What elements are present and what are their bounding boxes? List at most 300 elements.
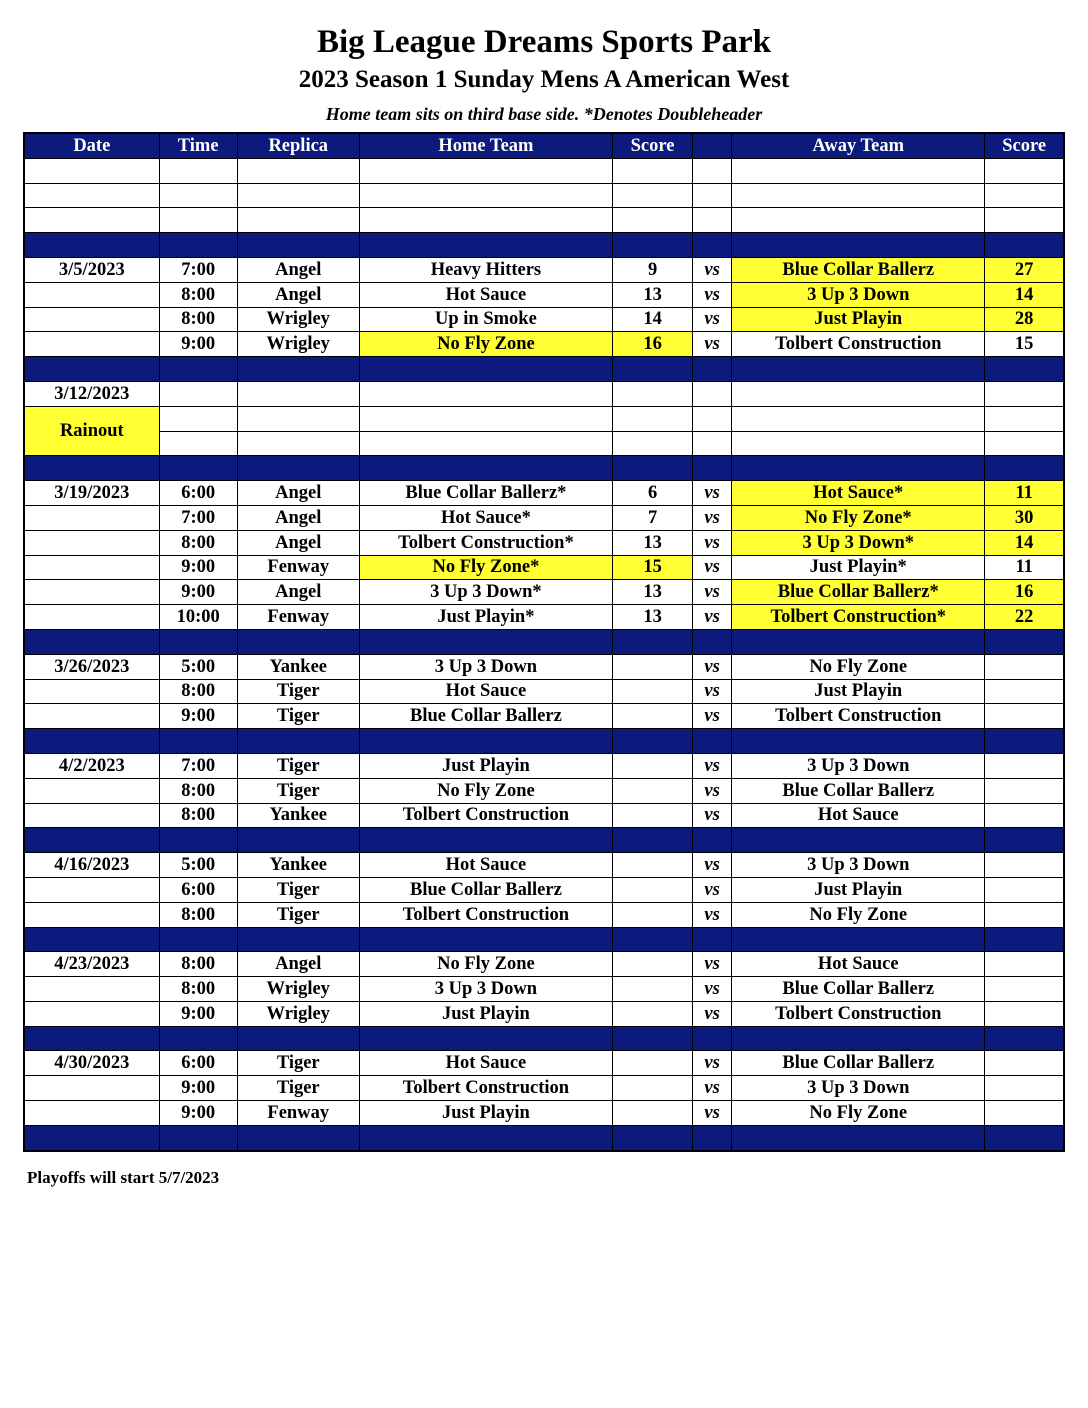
table-row <box>24 505 1064 530</box>
time-cell <box>159 406 237 431</box>
away-team-cell: Tolbert Construction <box>732 1001 985 1026</box>
col-header-away-score: Score <box>985 133 1064 158</box>
away-score-cell <box>985 1051 1064 1076</box>
time-cell <box>159 158 237 183</box>
separator-band <box>24 1125 1064 1150</box>
table-row <box>24 257 1064 282</box>
date-cell <box>24 778 159 803</box>
vs-cell <box>693 158 732 183</box>
away-team-cell <box>732 406 985 431</box>
time-cell <box>159 357 237 382</box>
date-cell <box>24 1076 159 1101</box>
home-team-cell: Up in Smoke <box>359 307 612 332</box>
home-score-cell <box>613 927 693 952</box>
home-score-cell <box>613 357 693 382</box>
separator-band <box>24 729 1064 754</box>
vs-cell: vs <box>693 332 732 357</box>
away-score-cell: 11 <box>985 555 1064 580</box>
home-team-cell: Heavy Hitters <box>359 257 612 282</box>
vs-cell <box>693 233 732 258</box>
away-team-cell: Tolbert Construction* <box>732 605 985 630</box>
home-score-cell <box>613 729 693 754</box>
away-team-cell <box>732 381 985 406</box>
time-cell: 9:00 <box>159 580 237 605</box>
away-score-cell <box>985 977 1064 1002</box>
away-score-cell: 30 <box>985 505 1064 530</box>
table-row <box>24 1076 1064 1101</box>
home-team-cell: Just Playin* <box>359 605 612 630</box>
home-score-cell <box>613 1026 693 1051</box>
vs-cell: vs <box>693 654 732 679</box>
time-cell: 8:00 <box>159 679 237 704</box>
date-cell <box>24 902 159 927</box>
separator-band <box>24 233 1064 258</box>
vs-cell: vs <box>693 952 732 977</box>
home-score-cell <box>613 381 693 406</box>
away-team-cell <box>732 629 985 654</box>
vs-cell: vs <box>693 803 732 828</box>
replica-cell: Tiger <box>237 704 359 729</box>
table-row <box>24 481 1064 506</box>
home-score-cell: 6 <box>613 481 693 506</box>
away-score-cell <box>985 952 1064 977</box>
away-score-cell <box>985 927 1064 952</box>
home-team-cell: Hot Sauce <box>359 282 612 307</box>
away-team-cell <box>732 456 985 481</box>
time-cell: 6:00 <box>159 1051 237 1076</box>
away-team-cell <box>732 828 985 853</box>
replica-cell: Angel <box>237 505 359 530</box>
time-cell: 9:00 <box>159 704 237 729</box>
away-team-cell: Hot Sauce <box>732 803 985 828</box>
home-score-cell <box>613 1125 693 1150</box>
home-team-cell: Hot Sauce <box>359 853 612 878</box>
home-score-cell <box>613 1076 693 1101</box>
time-cell: 10:00 <box>159 605 237 630</box>
time-cell: 5:00 <box>159 853 237 878</box>
away-team-cell: 3 Up 3 Down <box>732 753 985 778</box>
away-score-cell <box>985 456 1064 481</box>
away-score-cell: 11 <box>985 481 1064 506</box>
date-cell <box>24 1026 159 1051</box>
away-score-cell <box>985 803 1064 828</box>
away-score-cell <box>985 158 1064 183</box>
vs-cell: vs <box>693 605 732 630</box>
date-cell <box>24 605 159 630</box>
replica-cell <box>237 208 359 233</box>
home-score-cell: 13 <box>613 580 693 605</box>
away-team-cell: Tolbert Construction <box>732 704 985 729</box>
time-cell: 8:00 <box>159 803 237 828</box>
replica-cell <box>237 158 359 183</box>
date-cell <box>24 357 159 382</box>
home-team-cell <box>359 208 612 233</box>
replica-cell: Angel <box>237 481 359 506</box>
home-team-cell <box>359 1125 612 1150</box>
time-cell <box>159 208 237 233</box>
home-score-cell <box>613 753 693 778</box>
home-score-cell <box>613 183 693 208</box>
date-cell <box>24 803 159 828</box>
vs-cell: vs <box>693 530 732 555</box>
replica-cell <box>237 431 359 456</box>
away-score-cell <box>985 183 1064 208</box>
table-row <box>24 952 1064 977</box>
date-cell <box>24 282 159 307</box>
away-score-cell <box>985 381 1064 406</box>
date-cell: 3/5/2023 <box>24 257 159 282</box>
home-score-cell <box>613 406 693 431</box>
header-row <box>24 133 1064 158</box>
rainout-label: Rainout <box>24 406 159 456</box>
away-score-cell <box>985 1101 1064 1126</box>
time-cell <box>159 456 237 481</box>
home-score-cell <box>613 1001 693 1026</box>
vs-cell: vs <box>693 555 732 580</box>
away-team-cell: Blue Collar Ballerz <box>732 257 985 282</box>
date-cell: 4/2/2023 <box>24 753 159 778</box>
home-team-cell <box>359 406 612 431</box>
date-cell <box>24 307 159 332</box>
home-score-cell <box>613 952 693 977</box>
home-team-cell <box>359 828 612 853</box>
replica-cell: Tiger <box>237 1051 359 1076</box>
replica-cell <box>237 1125 359 1150</box>
col-header-home-score: Score <box>613 133 693 158</box>
home-score-cell <box>613 877 693 902</box>
time-cell <box>159 1026 237 1051</box>
home-score-cell <box>613 679 693 704</box>
blank-row <box>24 208 1064 233</box>
away-team-cell <box>732 183 985 208</box>
home-team-cell: Just Playin <box>359 1001 612 1026</box>
vs-cell <box>693 729 732 754</box>
home-team-cell: 3 Up 3 Down <box>359 654 612 679</box>
time-cell: 8:00 <box>159 977 237 1002</box>
table-row <box>24 803 1064 828</box>
vs-cell: vs <box>693 1001 732 1026</box>
home-team-cell: Hot Sauce <box>359 1051 612 1076</box>
time-cell: 8:00 <box>159 530 237 555</box>
away-score-cell <box>985 357 1064 382</box>
vs-cell: vs <box>693 778 732 803</box>
home-score-cell <box>613 902 693 927</box>
vs-cell: vs <box>693 307 732 332</box>
time-cell: 8:00 <box>159 282 237 307</box>
rainout-row <box>24 406 1064 431</box>
away-team-cell: Just Playin <box>732 679 985 704</box>
home-score-cell <box>613 853 693 878</box>
date-cell <box>24 1125 159 1150</box>
away-score-cell <box>985 431 1064 456</box>
away-team-cell <box>732 927 985 952</box>
home-team-cell: No Fly Zone* <box>359 555 612 580</box>
home-team-cell: No Fly Zone <box>359 778 612 803</box>
home-score-cell: 14 <box>613 307 693 332</box>
table-row <box>24 332 1064 357</box>
home-team-cell: Just Playin <box>359 1101 612 1126</box>
home-score-cell <box>613 803 693 828</box>
home-score-cell <box>613 158 693 183</box>
table-row <box>24 778 1064 803</box>
away-score-cell: 14 <box>985 530 1064 555</box>
rainout-row <box>24 381 1064 406</box>
vs-cell: vs <box>693 282 732 307</box>
date-cell: 4/16/2023 <box>24 853 159 878</box>
away-score-cell <box>985 233 1064 258</box>
home-team-cell <box>359 183 612 208</box>
col-header-home-team: Home Team <box>359 133 612 158</box>
time-cell: 8:00 <box>159 952 237 977</box>
home-team-cell <box>359 927 612 952</box>
home-score-cell <box>613 977 693 1002</box>
time-cell: 7:00 <box>159 753 237 778</box>
date-cell <box>24 580 159 605</box>
table-row <box>24 977 1064 1002</box>
away-score-cell: 14 <box>985 282 1064 307</box>
home-score-cell <box>613 828 693 853</box>
col-header-replica: Replica <box>237 133 359 158</box>
date-cell <box>24 183 159 208</box>
replica-cell <box>237 927 359 952</box>
replica-cell <box>237 729 359 754</box>
home-score-cell: 15 <box>613 555 693 580</box>
away-team-cell: Just Playin <box>732 307 985 332</box>
time-cell: 6:00 <box>159 481 237 506</box>
time-cell: 6:00 <box>159 877 237 902</box>
vs-cell: vs <box>693 977 732 1002</box>
replica-cell: Tiger <box>237 877 359 902</box>
home-score-cell <box>613 1101 693 1126</box>
replica-cell <box>237 357 359 382</box>
vs-cell <box>693 629 732 654</box>
replica-cell: Angel <box>237 282 359 307</box>
time-cell: 8:00 <box>159 902 237 927</box>
away-team-cell <box>732 729 985 754</box>
time-cell: 9:00 <box>159 332 237 357</box>
away-score-cell: 16 <box>985 580 1064 605</box>
vs-cell: vs <box>693 257 732 282</box>
home-team-cell <box>359 233 612 258</box>
away-team-cell <box>732 1125 985 1150</box>
vs-cell <box>693 183 732 208</box>
date-cell <box>24 530 159 555</box>
away-score-cell <box>985 877 1064 902</box>
time-cell <box>159 629 237 654</box>
vs-cell <box>693 406 732 431</box>
away-score-cell <box>985 208 1064 233</box>
vs-cell: vs <box>693 481 732 506</box>
away-score-cell <box>985 853 1064 878</box>
away-score-cell: 28 <box>985 307 1064 332</box>
away-score-cell <box>985 1001 1064 1026</box>
vs-cell <box>693 1026 732 1051</box>
away-team-cell: Just Playin* <box>732 555 985 580</box>
time-cell <box>159 828 237 853</box>
home-team-cell: Blue Collar Ballerz <box>359 704 612 729</box>
home-team-cell: Just Playin <box>359 753 612 778</box>
home-score-cell <box>613 1051 693 1076</box>
home-team-cell <box>359 381 612 406</box>
date-cell <box>24 1101 159 1126</box>
replica-cell: Yankee <box>237 654 359 679</box>
away-team-cell: No Fly Zone <box>732 902 985 927</box>
replica-cell: Angel <box>237 257 359 282</box>
replica-cell <box>237 1026 359 1051</box>
home-team-cell: Blue Collar Ballerz <box>359 877 612 902</box>
away-team-cell: 3 Up 3 Down <box>732 282 985 307</box>
replica-cell <box>237 828 359 853</box>
replica-cell: Fenway <box>237 555 359 580</box>
home-score-cell <box>613 456 693 481</box>
away-score-cell <box>985 828 1064 853</box>
table-row <box>24 853 1064 878</box>
separator-band <box>24 927 1064 952</box>
date-cell <box>24 977 159 1002</box>
home-score-cell: 13 <box>613 282 693 307</box>
replica-cell: Fenway <box>237 1101 359 1126</box>
time-cell <box>159 183 237 208</box>
blank-row <box>24 158 1064 183</box>
time-cell: 8:00 <box>159 307 237 332</box>
vs-cell: vs <box>693 902 732 927</box>
col-header-time: Time <box>159 133 237 158</box>
date-cell: 3/12/2023 <box>24 381 159 406</box>
table-row <box>24 1101 1064 1126</box>
vs-cell: vs <box>693 1101 732 1126</box>
date-cell <box>24 729 159 754</box>
away-score-cell: 15 <box>985 332 1064 357</box>
time-cell: 8:00 <box>159 778 237 803</box>
away-score-cell: 27 <box>985 257 1064 282</box>
replica-cell: Wrigley <box>237 332 359 357</box>
date-cell <box>24 456 159 481</box>
blank-row <box>24 183 1064 208</box>
replica-cell: Tiger <box>237 679 359 704</box>
vs-cell: vs <box>693 679 732 704</box>
vs-cell <box>693 208 732 233</box>
rainout-row <box>24 431 1064 456</box>
time-cell <box>159 927 237 952</box>
home-score-cell <box>613 629 693 654</box>
away-team-cell: Blue Collar Ballerz <box>732 1051 985 1076</box>
vs-cell <box>693 927 732 952</box>
vs-cell <box>693 431 732 456</box>
away-score-cell <box>985 704 1064 729</box>
away-team-cell <box>732 208 985 233</box>
replica-cell: Angel <box>237 530 359 555</box>
replica-cell: Wrigley <box>237 307 359 332</box>
vs-cell: vs <box>693 580 732 605</box>
home-score-cell: 13 <box>613 530 693 555</box>
away-score-cell <box>985 629 1064 654</box>
vs-cell <box>693 381 732 406</box>
home-team-cell: Tolbert Construction* <box>359 530 612 555</box>
time-cell: 9:00 <box>159 1001 237 1026</box>
away-score-cell <box>985 1026 1064 1051</box>
table-row <box>24 307 1064 332</box>
away-team-cell: 3 Up 3 Down* <box>732 530 985 555</box>
away-team-cell <box>732 1026 985 1051</box>
replica-cell: Tiger <box>237 1076 359 1101</box>
replica-cell: Tiger <box>237 902 359 927</box>
date-cell <box>24 927 159 952</box>
home-score-cell <box>613 431 693 456</box>
time-cell: 5:00 <box>159 654 237 679</box>
date-cell: 3/26/2023 <box>24 654 159 679</box>
home-team-cell: 3 Up 3 Down <box>359 977 612 1002</box>
replica-cell <box>237 629 359 654</box>
date-cell <box>24 332 159 357</box>
home-team-cell: Tolbert Construction <box>359 803 612 828</box>
home-score-cell <box>613 654 693 679</box>
vs-cell: vs <box>693 1051 732 1076</box>
home-team-cell: No Fly Zone <box>359 332 612 357</box>
away-team-cell <box>732 357 985 382</box>
schedule-table <box>23 132 1065 1152</box>
home-team-cell <box>359 1026 612 1051</box>
date-cell <box>24 1001 159 1026</box>
date-cell: 3/19/2023 <box>24 481 159 506</box>
date-cell: 4/23/2023 <box>24 952 159 977</box>
home-team-cell: Hot Sauce* <box>359 505 612 530</box>
table-row <box>24 1001 1064 1026</box>
date-cell <box>24 233 159 258</box>
date-cell <box>24 555 159 580</box>
col-header-vs <box>693 133 732 158</box>
home-team-cell <box>359 456 612 481</box>
away-team-cell: Hot Sauce* <box>732 481 985 506</box>
separator-band <box>24 828 1064 853</box>
time-cell <box>159 729 237 754</box>
vs-cell <box>693 828 732 853</box>
home-score-cell: 9 <box>613 257 693 282</box>
away-team-cell <box>732 158 985 183</box>
time-cell: 9:00 <box>159 1101 237 1126</box>
date-cell <box>24 704 159 729</box>
vs-cell <box>693 1125 732 1150</box>
date-cell <box>24 629 159 654</box>
replica-cell: Angel <box>237 952 359 977</box>
replica-cell: Angel <box>237 580 359 605</box>
replica-cell <box>237 183 359 208</box>
table-row <box>24 877 1064 902</box>
away-score-cell: 22 <box>985 605 1064 630</box>
away-score-cell <box>985 654 1064 679</box>
away-team-cell: Tolbert Construction <box>732 332 985 357</box>
away-team-cell: 3 Up 3 Down <box>732 853 985 878</box>
table-row <box>24 555 1064 580</box>
home-team-cell <box>359 357 612 382</box>
date-cell <box>24 505 159 530</box>
date-cell <box>24 158 159 183</box>
home-score-cell: 7 <box>613 505 693 530</box>
date-cell: 4/30/2023 <box>24 1051 159 1076</box>
date-cell <box>24 208 159 233</box>
table-row <box>24 530 1064 555</box>
table-row <box>24 654 1064 679</box>
away-score-cell <box>985 679 1064 704</box>
away-score-cell <box>985 1125 1064 1150</box>
away-team-cell: Just Playin <box>732 877 985 902</box>
replica-cell: Tiger <box>237 753 359 778</box>
away-score-cell <box>985 1076 1064 1101</box>
replica-cell <box>237 233 359 258</box>
home-team-cell <box>359 158 612 183</box>
replica-cell: Tiger <box>237 778 359 803</box>
away-score-cell <box>985 729 1064 754</box>
replica-cell: Wrigley <box>237 1001 359 1026</box>
